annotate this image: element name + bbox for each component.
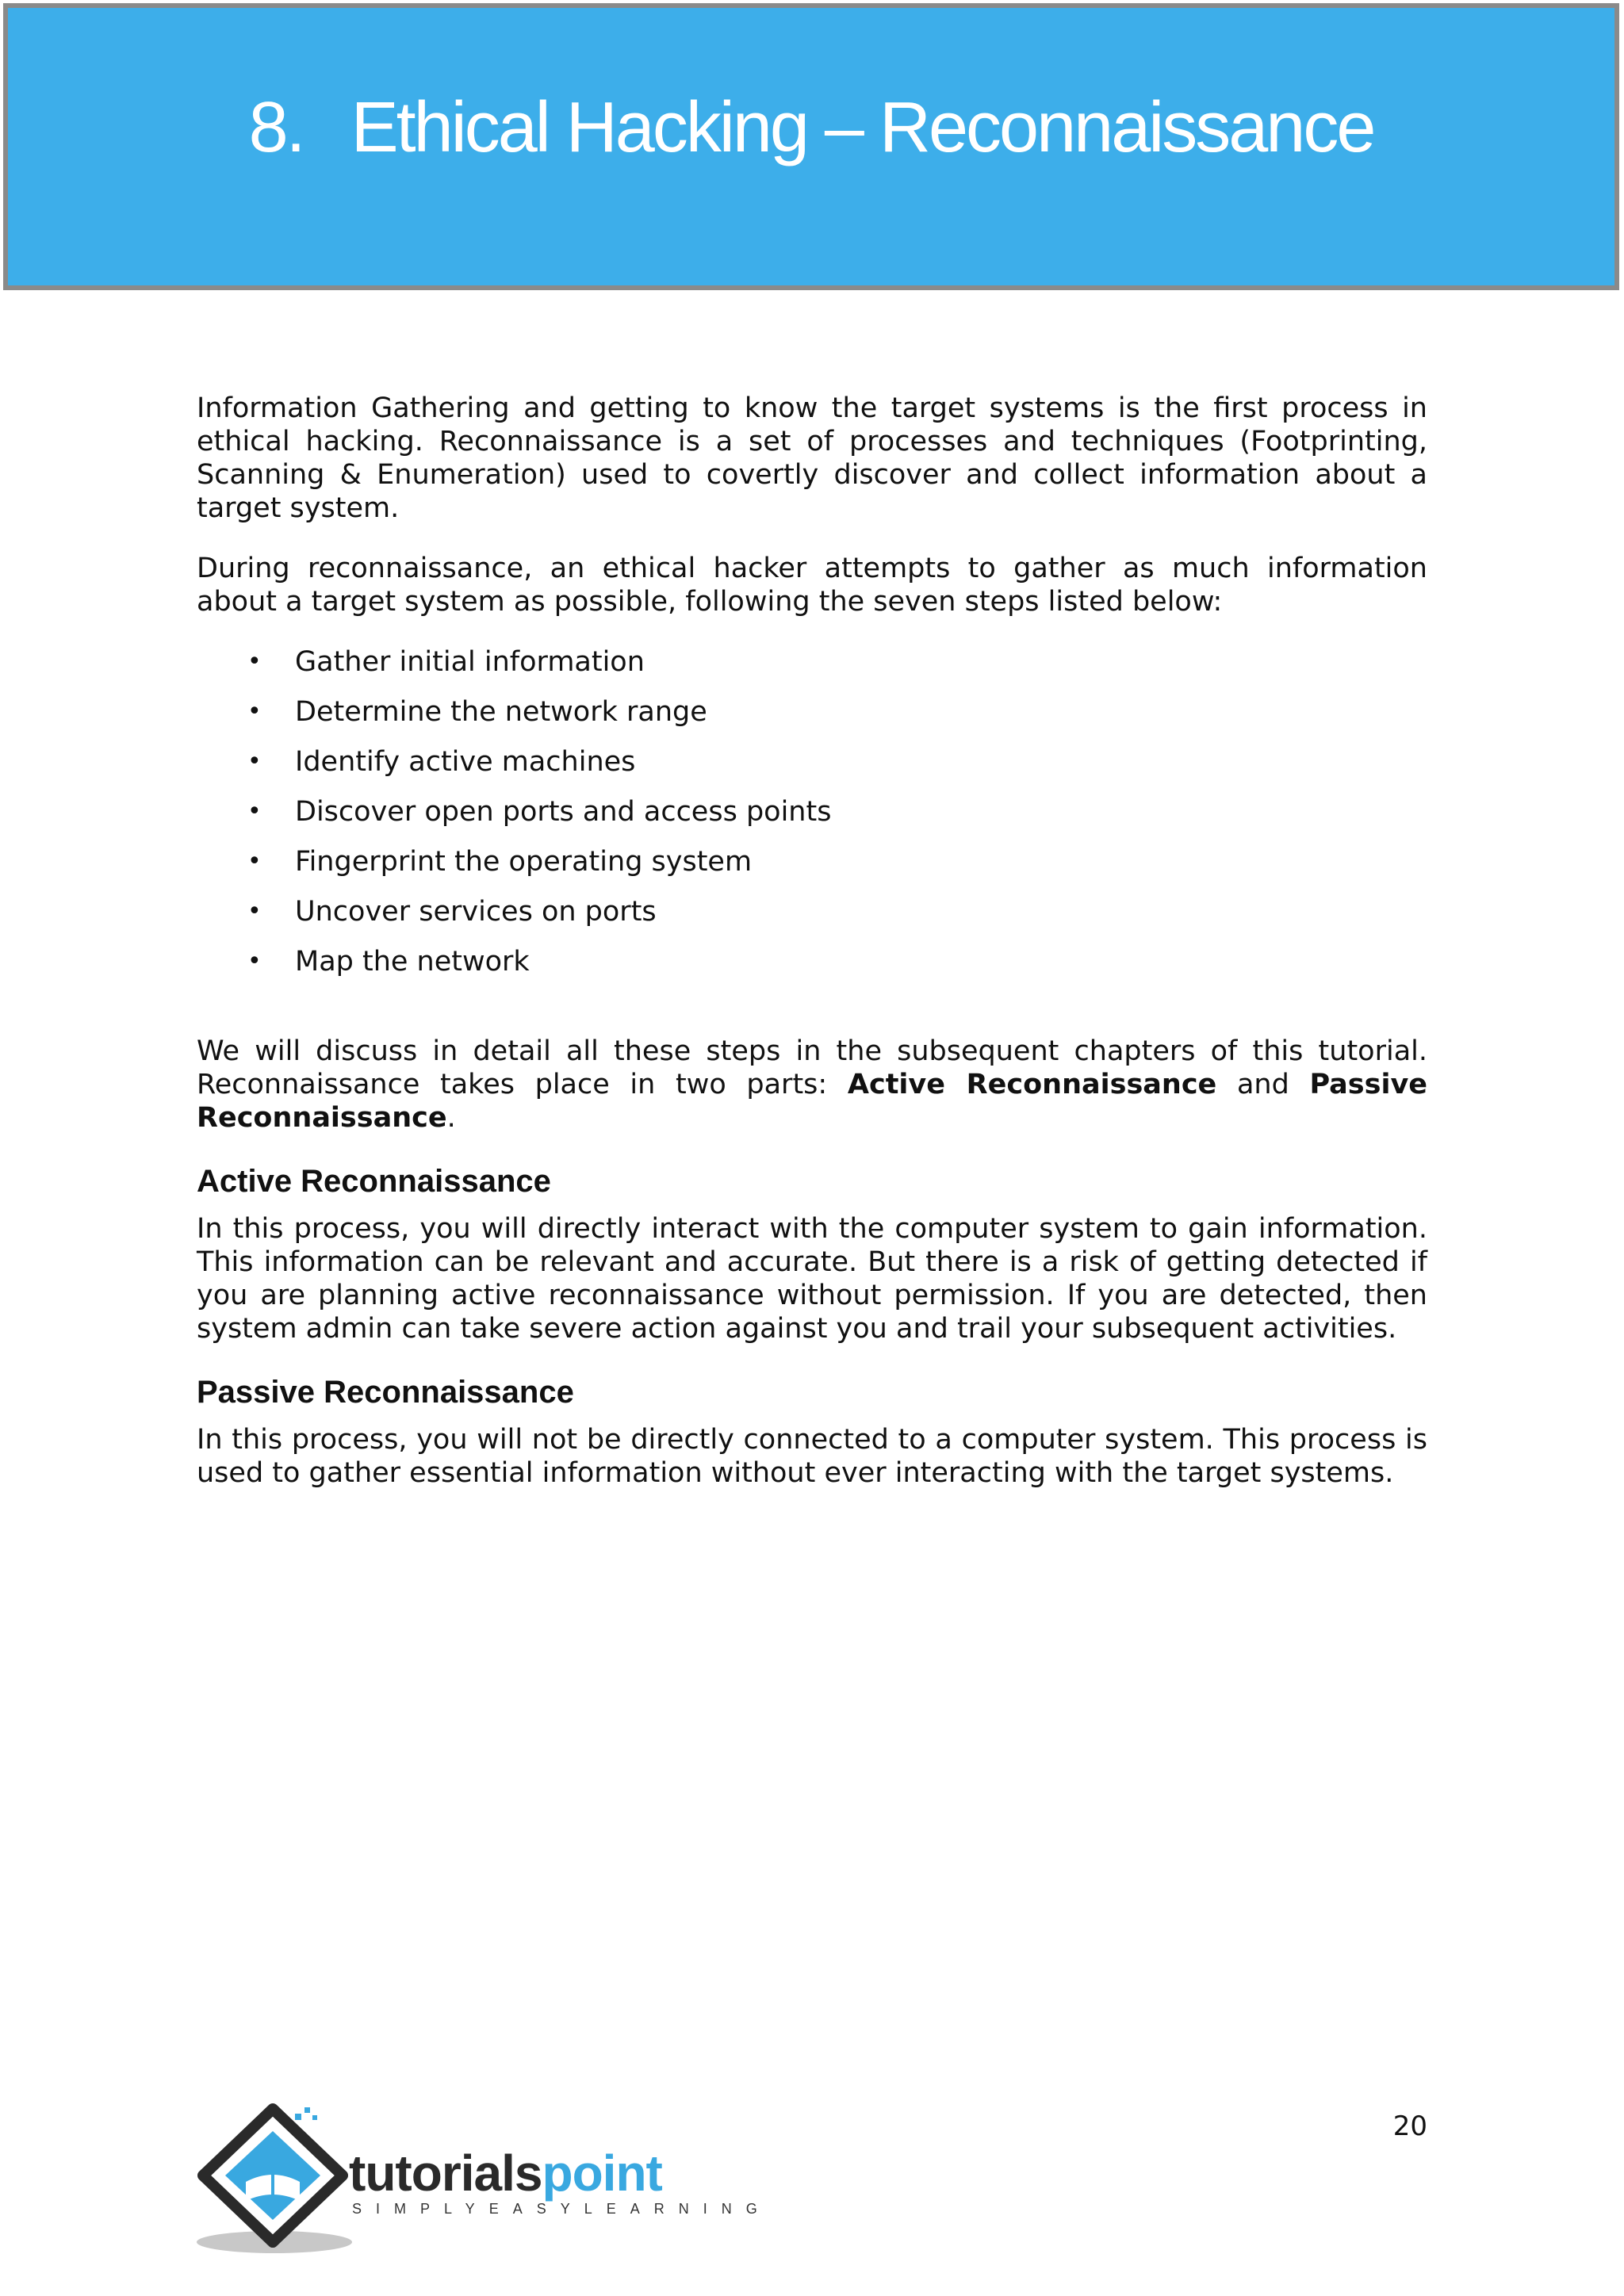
chapter-banner	[3, 3, 1619, 290]
list-item: • Map the network	[247, 946, 530, 978]
page-content	[197, 392, 1427, 1517]
active-reconnaissance-body: In this process, you will directly interact with the computer system to gain information. This information can be relevant and accurate. But there is a risk of getting detected if you are planning active reconnaissance without permission. If you are detected, then system admin can take severe action against you and trail your subsequent activities.	[197, 1213, 1427, 1345]
passive-reconnaissance-term: Passive Reconnaissance	[197, 1069, 1428, 1134]
logo-tagline: SIMPLYEASYLEARNING	[352, 2201, 772, 2217]
steps-intro-paragraph: During reconnaissance, an ethical hacker attempts to gather as much information about a target system as possible, following the seven steps listed below:	[197, 553, 1427, 618]
list-item: • Discover open ports and access points	[247, 796, 832, 828]
bullet-icon: •	[247, 698, 262, 725]
list-item: • Identify active machines	[247, 746, 636, 778]
passive-reconnaissance-body: In this process, you will not be directly connected to a computer system. This process is used to gather essential information without ever interacting with the target systems.	[197, 1424, 1427, 1489]
chapter-number: 8.	[248, 88, 304, 167]
bullet-icon: •	[247, 748, 262, 775]
tutorialspoint-logo	[193, 2099, 772, 2258]
intro-paragraph: Information Gathering and getting to know the target systems is the first process in ethical hacking. Reconnaissance is a set of processes and techniques (Footprinting, Scanning & Enumeration) used to covertly discover and collect information about a target system.	[197, 392, 1427, 524]
chapter-title	[8, 87, 1614, 169]
bullet-icon: •	[247, 848, 262, 875]
bullet-icon: •	[247, 798, 262, 825]
passive-reconnaissance-heading: Passive Reconnaissance	[197, 1375, 574, 1410]
list-item: • Uncover services on ports	[247, 896, 657, 928]
active-reconnaissance-heading: Active Reconnaissance	[197, 1164, 551, 1199]
logo-diamond-icon	[193, 2099, 352, 2258]
page-number: 20	[1392, 2110, 1427, 2142]
list-item: • Gather initial information	[247, 646, 645, 678]
chapter-title-text: Ethical Hacking – Reconnaissance	[350, 88, 1374, 167]
parts-paragraph: We will discuss in detail all these steps in the subsequent chapters of this tutorial. Reconnaissance takes place in two parts: Active Reconnaissance and Passive Reconnaissance.	[197, 1035, 1428, 1134]
steps-list	[197, 645, 1427, 995]
active-reconnaissance-term: Active Reconnaissance	[847, 1069, 1217, 1100]
bullet-icon: •	[247, 947, 262, 975]
bullet-icon: •	[247, 897, 262, 925]
list-item: • Fingerprint the operating system	[247, 846, 753, 878]
bullet-icon: •	[247, 648, 262, 675]
list-item: • Determine the network range	[247, 696, 707, 728]
logo-wordmark: tutorialspoint	[349, 2145, 662, 2202]
